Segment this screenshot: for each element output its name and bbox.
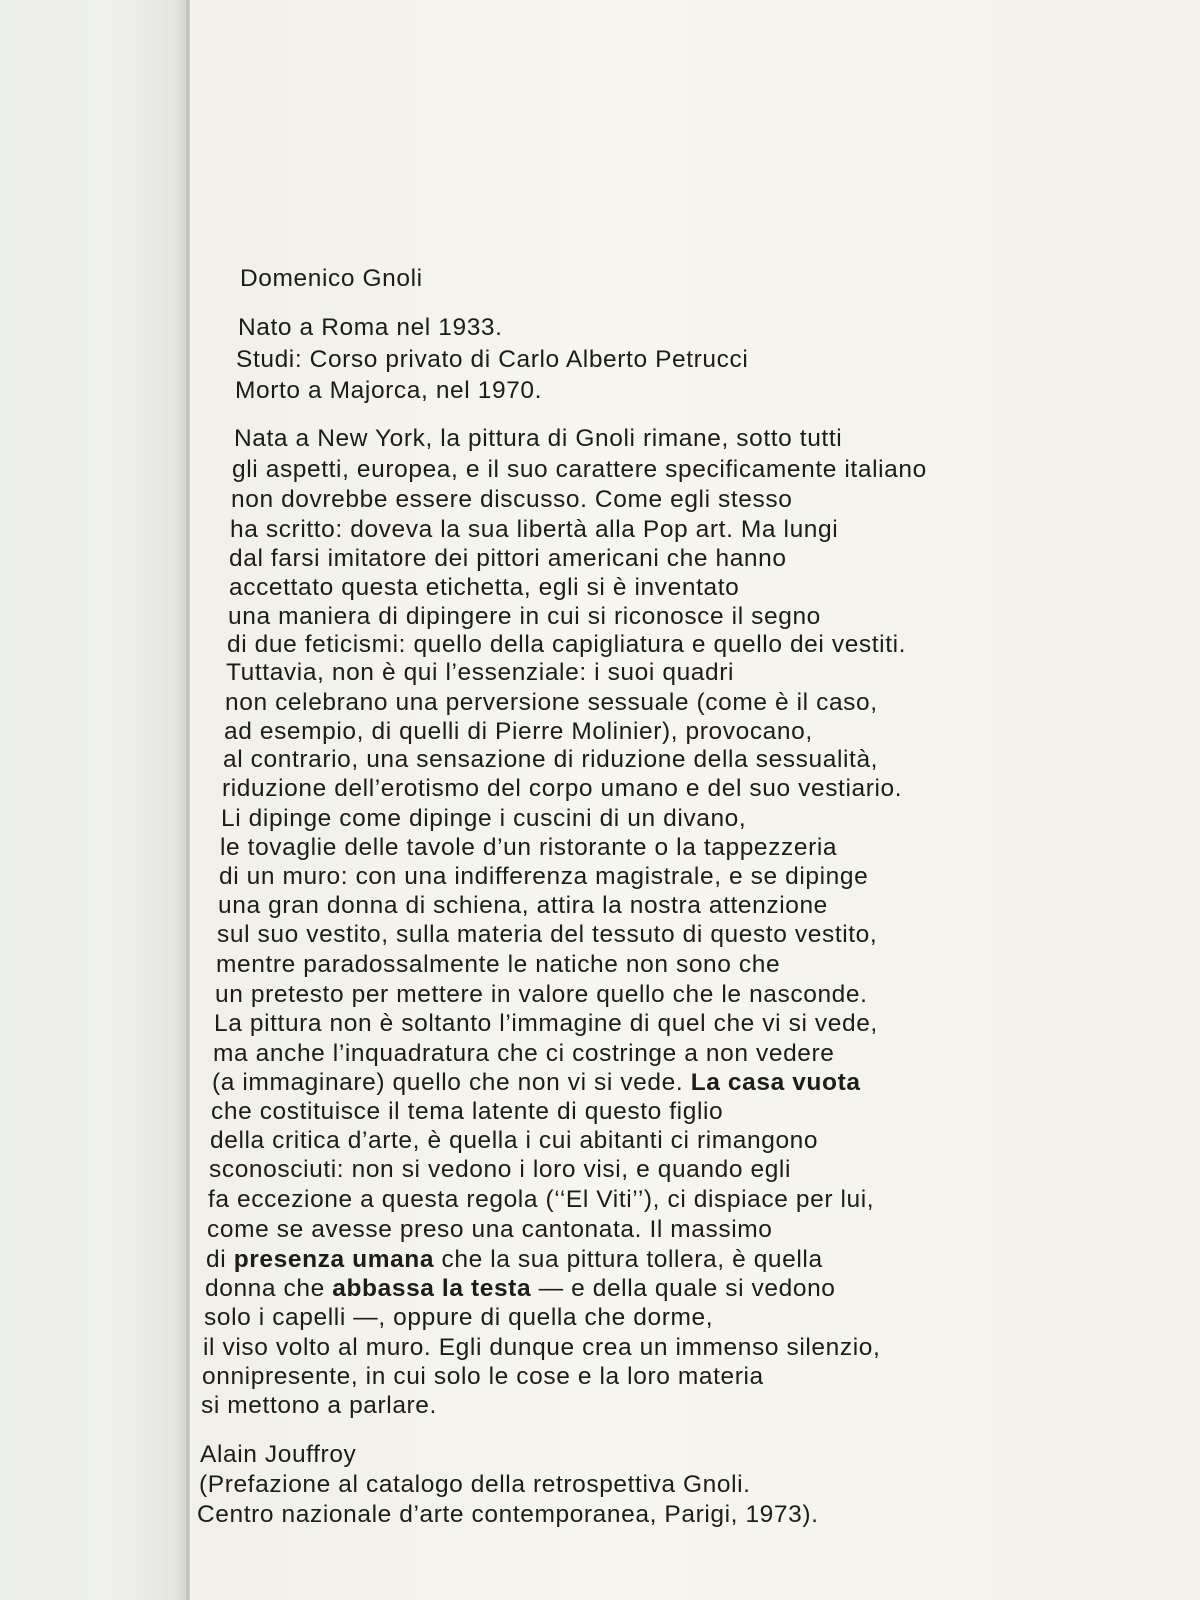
body-line: una maniera di dipingere in cui si riconosce il segno [228,603,821,630]
body-line: dal farsi imitatore dei pittori americani che hanno [229,545,787,572]
body-line: come se avesse preso una cantonata. Il massimo [207,1216,773,1243]
signature: Alain Jouffroy [200,1441,357,1468]
body-line: non dovrebbe essere discusso. Come egli stesso [231,486,793,513]
author-heading: Domenico Gnoli [240,265,423,292]
body-line: si mettono a parlare. [201,1392,437,1419]
body-line: sul suo vestito, sulla materia del tessuto di questo vestito, [217,921,878,948]
source-line: (Prefazione al catalogo della retrospettiva Gnoli. [199,1471,751,1498]
body-line: riduzione dell’erotismo del corpo umano e del suo vestiario. [222,775,903,802]
body-line: il viso volto al muro. Egli dunque crea un immenso silenzio, [203,1334,881,1361]
body-text: di [206,1246,227,1273]
bio-line: Studi: Corso privato di Carlo Alberto Petrucci [236,346,749,373]
body-line: sconosciuti: non si vedono i loro visi, e quando egli [209,1156,792,1183]
body-line: di due feticismi: quello della capigliatura e quello dei vestiti. [227,631,907,658]
body-line: solo i capelli —, oppure di quella che dorme, [204,1304,714,1331]
source-line: Centro nazionale d’arte contemporanea, Parigi, 1973). [197,1501,819,1528]
body-line: Nata a New York, la pittura di Gnoli rimane, sotto tutti [234,425,843,452]
body-line [206,1245,823,1275]
body-line: accettato questa etichetta, egli si è inventato [229,574,740,601]
body-line: gli aspetti, europea, e il suo carattere specificamente italiano [232,456,927,483]
body-line: della critica d’arte, è quella i cui abitanti ci rimangono [210,1127,819,1154]
body-line: onnipresente, in cui solo le cose e la loro materia [202,1363,764,1390]
body-line: Li dipinge come dipinge i cuscini di un divano, [221,805,747,832]
emphasis-text: abbassa la testa [332,1275,532,1302]
body-text: — e della quale si vedono [538,1275,836,1302]
body-line: ha scritto: doveva la sua libertà alla Pop art. Ma lungi [230,516,839,543]
body-line: mentre paradossalmente le natiche non sono che [216,951,781,978]
body-text: (a immaginare) quello che non vi si vede. [212,1069,684,1096]
body-line: di un muro: con una indifferenza magistrale, e se dipinge [219,863,869,890]
body-text: che la sua pittura tollera, è quella [441,1246,823,1273]
body-line: che costituisce il tema latente di questo figlio [211,1098,724,1125]
body-line: non celebrano una perversione sessuale (come è il caso, [225,689,878,716]
body-line: ad esempio, di quelli di Pierre Molinier), provocano, [224,718,813,745]
body-line: al contrario, una sensazione di riduzione della sessualità, [223,746,879,773]
body-line: fa eccezione a questa regola (‘‘El Viti’’), ci dispiace per lui, [208,1186,875,1213]
body-line: una gran donna di schiena, attira la nostra attenzione [218,892,828,919]
bio-line: Nato a Roma nel 1933. [238,314,503,341]
body-line: ma anche l’inquadratura che ci costringe a non vedere [213,1040,835,1067]
body-line [205,1274,836,1304]
body-line: le tovaglie delle tavole d’un ristorante o la tappezzeria [220,834,838,861]
bio-line: Morto a Majorca, nel 1970. [235,377,543,404]
body-line: un pretesto per mettere in valore quello che le nasconde. [215,981,868,1008]
body-line: La pittura non è soltanto l’immagine di quel che vi si vede, [214,1010,878,1037]
body-line [212,1068,861,1098]
body-line: Tuttavia, non è qui l’essenziale: i suoi quadri [226,659,735,686]
body-text: donna che [205,1275,325,1302]
emphasis-text: La casa vuota [690,1069,861,1096]
emphasis-text: presenza umana [233,1246,435,1273]
